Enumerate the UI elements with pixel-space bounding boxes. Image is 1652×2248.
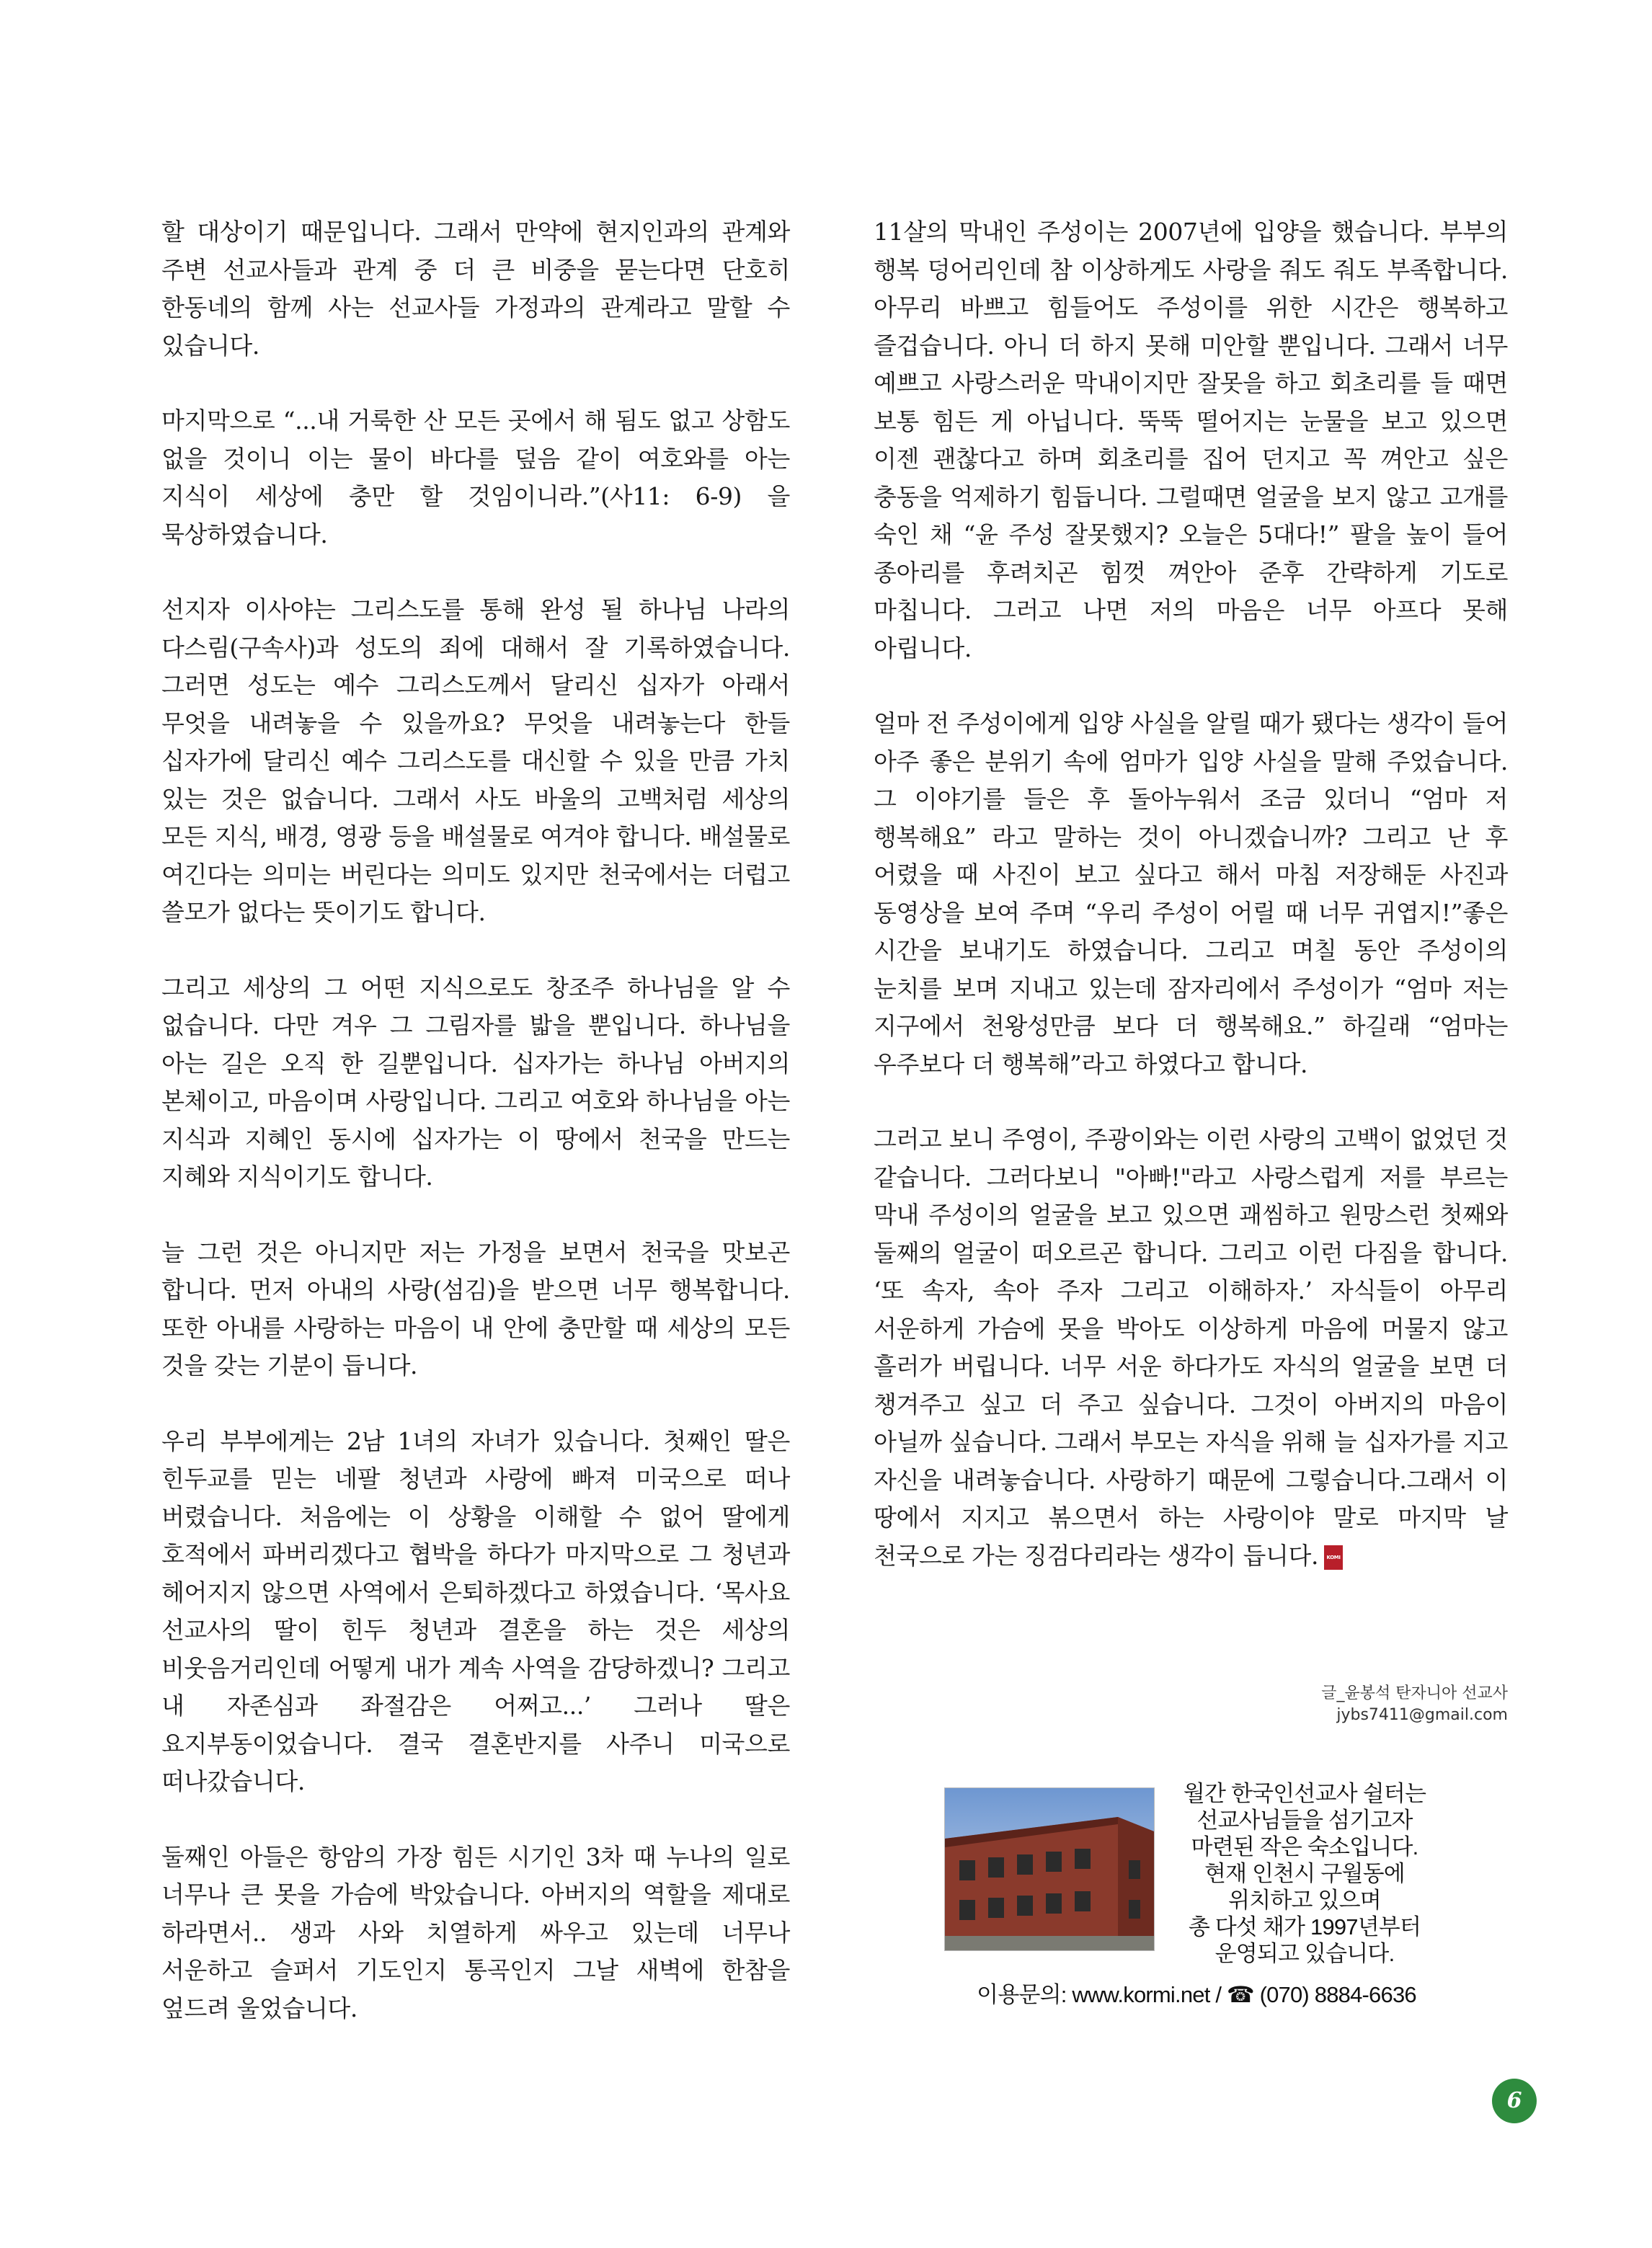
author-email: jybs7411@gmail.com	[1336, 1706, 1508, 1724]
article-paragraph: 선지자 이사야는 그리스도를 통해 완성 될 하나님 나라의 다스림(구속사)과 성도의 죄에 대해서 잘 기록하였습니다. 그러면 성도는 예수 그리스도께서 달리신 십자가 아래서 무엇을 내려놓을 수 있을까요? 무엇을 내려놓는다 한들 십자가에 달리신 예수 그리스도를 대신할 수 있을 만큼 가치 있는 것은 없습니다. 그래서 사도 바울의 고백처럼 세상의 모든 지식, 배경, 영광 등을 배설물로 여겨야 합니다. 배설물로 여긴다는 의미는 버린다는 의미도 있지만 천국에서는 더럽고 쓸모가 없다는 뜻이기도 합니다.	[161, 595, 790, 926]
shelter-advertisement	[944, 1780, 1449, 2025]
article-paragraph-text: 그러고 보니 주영이, 주광이와는 이런 사랑의 고백이 없었던 것 같습니다. 그러다보니 "아빠!"라고 사랑스럽게 저를 부르는 막내 주성이의 얼굴을 보고 있으면 괘씸하고 원망스런 첫째와 둘째의 얼굴이 떠오르곤 합니다. 그리고 이런 다짐을 합니다. ‘또 속자, 속아 주자 그리고 이해하자.’ 자식들이 아무리 서운하게 가슴에 못을 박아도 이상하게 마음에 머물지 않고 흘러가 버립니다. 너무 서운 하다가도 자식의 얼굴을 보면 더 챙겨주고 싶고 더 주고 싶습니다. 그것이 아버지의 마음이 아닐까 싶습니다. 그래서 부모는 자식을 위해 늘 십자가를 지고 자신을 내려놓습니다. 사랑하기 때문에 그렇습니다.그래서 이 땅에서 지지고 볶으면서 하는 사랑이야 말로 마지막 날 천국으로 가는 징검다리라는 생각이 듭니다.	[874, 1125, 1508, 1570]
article-paragraph: 그리고 세상의 그 어떤 지식으로도 창조주 하나님을 알 수 없습니다. 다만 겨우 그 그림자를 밟을 뿐입니다. 하나님을 아는 길은 오직 한 길뿐입니다. 십자가는 하나님 아버지의 본체이고, 마음이며 사랑입니다. 그리고 여호와 하나님을 아는 지식과 지혜인 동시에 십자가는 이 땅에서 천국을 만드는 지혜와 지식이기도 합니다.	[161, 973, 790, 1191]
article-paragraph-last	[874, 1121, 1508, 1575]
komi-end-mark-icon: KOMI	[1324, 1545, 1343, 1570]
building-image	[945, 1788, 1154, 1950]
article-paragraph: 할 대상이기 때문입니다. 그래서 만약에 현지인과의 관계와 주변 선교사들과 관계 중 더 큰 비중을 묻는다면 단호히 한동네의 함께 사는 선교사들 가정과의 관계라고 말할 수 있습니다.	[161, 218, 790, 360]
author-name: 글_윤봉석 탄자니아 선교사	[1321, 1684, 1508, 1702]
article-paragraph: 늘 그런 것은 아니지만 저는 가정을 보면서 천국을 맛보곤 합니다. 먼저 아내의 사랑(섬김)을 받으면 너무 행복합니다. 또한 아내를 사랑하는 마음이 내 안에 충만할 때 세상의 모든 것을 갖는 기분이 듭니다.	[161, 1238, 790, 1380]
article-paragraph: 마지막으로 “...내 거룩한 산 모든 곳에서 해 됨도 없고 상함도 없을 것이니 이는 물이 바다를 덮음 같이 여호와를 아는 지식이 세상에 충만 할 것임이니라.”(사11: 6-9) 을 묵상하였습니다.	[161, 406, 790, 548]
page-number-badge: 6	[1492, 2079, 1537, 2123]
article-paragraph: 우리 부부에게는 2남 1녀의 자녀가 있습니다. 첫째인 딸은 힌두교를 믿는 네팔 청년과 사랑에 빠져 미국으로 떠나 버렸습니다. 처음에는 이 상황을 이해할 수 없어 딸에게 호적에서 파버리겠다고 협박을 하다가 마지막으로 그 청년과 헤어지지 않으면 사역에서 은퇴하겠다고 하였습니다. ‘목사요 선교사의 딸이 힌두 청년과 결혼을 하는 것은 세상의 비웃음거리인데 어떻게 내가 계속 사역을 감당하겠니? 그리고 내 자존심과 좌절감은 어쩌고...’ 그러나 딸은 요지부동이었습니다. 결국 결혼반지를 사주니 미국으로 떠나갔습니다.	[161, 1426, 790, 1795]
article-paragraph: 얼마 전 주성이에게 입양 사실을 알릴 때가 됐다는 생각이 들어 아주 좋은 분위기 속에 엄마가 입양 사실을 말해 주었습니다. 그 이야기를 들은 후 돌아누워서 조금 있더니 “엄마 저 행복해요” 라고 말하는 것이 아니겠습니까? 그리고 난 후 어렸을 때 사진이 보고 싶다고 해서 마침 저장해둔 사진과 동영상을 보여 주며 “우리 주성이 어릴 때 너무 귀엽지!”좋은 시간을 보내기도 하였습니다. 그리고 며칠 동안 주성이의 눈치를 보며 지내고 있는데 잠자리에서 주성이가 “엄마 저는 지구에서 천왕성만큼 보다 더 행복해요.” 하길래 “엄마는 우주보다 더 행복해”라고 하였다고 합니다.	[874, 709, 1508, 1078]
article-paragraph: 11살의 막내인 주성이는 2007년에 입양을 했습니다. 부부의 행복 덩어리인데 참 이상하게도 사랑을 줘도 줘도 부족합니다. 아무리 바쁘고 힘들어도 주성이를 위한 시간은 행복하고 즐겁습니다. 아니 더 하지 못해 미안할 뿐입니다. 그래서 너무 예쁘고 사랑스러운 막내이지만 잘못을 하고 회초리를 들 때면 보통 힘든 게 아닙니다. 뚝뚝 떨어지는 눈물을 보고 있으면 이젠 괜찮다고 하며 회초리를 집어 던지고 꼭 껴안고 싶은 충동을 억제하기 힘듭니다. 그럴때면 얼굴을 보지 않고 고개를 숙인 채 “윤 주성 잘못했지? 오늘은 5대다!” 팔을 높이 들어 종아리를 후려치곤 힘껏 껴안아 준후 간략하게 기도로 마칩니다. 그러고 나면 저의 마음은 너무 아프다 못해 아립니다.	[874, 218, 1508, 662]
shelter-contact: 이용문의: www.kormi.net / ☎ (070) 8884-6636	[977, 1982, 1416, 2007]
left-column	[161, 213, 790, 2065]
article-paragraph: 둘째인 아들은 항암의 가장 힘든 시기인 3차 때 누나의 일로 너무나 큰 못을 가슴에 박았습니다. 아버지의 역할을 제대로 하라면서.. 생과 사와 치열하게 싸우고 있는데 너무나 서운하고 슬퍼서 기도인지 통곡인지 그날 새벽에 한참을 엎드려 울었습니다.	[161, 1842, 790, 2022]
shelter-building-photo	[944, 1787, 1155, 1951]
right-column	[874, 213, 1508, 1612]
author-byline	[1225, 1683, 1508, 1726]
shelter-description: 월간 한국인선교사 쉴터는 선교사님들을 섬기고자 마련된 작은 숙소입니다. 현재 인천시 구월동에 위치하고 있으며 총 다섯 채가 1997년부터 운영되고 있습니다.	[1183, 1781, 1426, 1966]
